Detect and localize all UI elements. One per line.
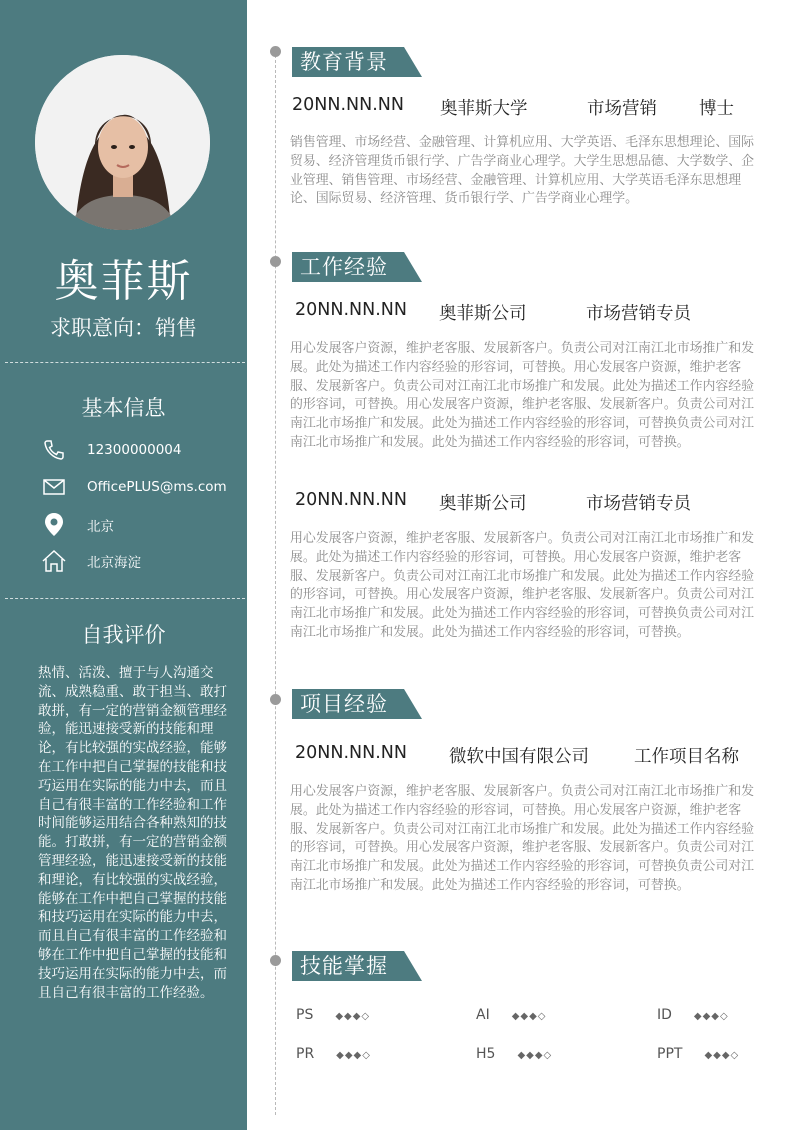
skill-name: ID: [657, 1007, 672, 1023]
skill-level: ◆◆◆◇: [517, 1050, 553, 1061]
skill-name: H5: [476, 1046, 496, 1062]
project-desc: 用心发展客户资源，维护老客服、发展新客户。负责公司对江南江北市场推广和发展。此处为描述工作内容经验的形容词，可替换。用心发展客户资源，维护老客服、发展新客户。负责公司对江南江北市场推广和发展。此处为描述工作内容经验的形容词，可替换。用心发展客户资源，维护老客服、发展新客户。负责公司对江南江北市场推广和发展。此处为描述工作内容经验的形容词，可替换负责公司对江南江北市场推广和发展。此处为描述工作内容经验的形容词，可替换。: [290, 784, 755, 893]
education-entry-header: [292, 95, 772, 119]
timeline-dot: [270, 256, 281, 267]
skill-level: ◆◆◆◇: [336, 1050, 371, 1061]
job-intent: 求职意向：销售: [50, 316, 197, 340]
skill-item: [657, 1007, 729, 1023]
timeline-dot: [270, 955, 281, 966]
degree: 博士: [699, 99, 734, 119]
skill-item: [476, 1046, 552, 1062]
major: 市场营销: [587, 99, 657, 119]
position: 市场营销专员: [586, 494, 691, 514]
skill-name: PS: [296, 1007, 314, 1023]
address-text: 北京海淀: [87, 555, 141, 571]
divider: [5, 362, 245, 363]
company-name: 奥菲斯公司: [439, 494, 527, 514]
skill-item: [296, 1046, 371, 1062]
skill-name: AI: [476, 1007, 490, 1023]
phone-icon: [40, 436, 68, 464]
sidebar: [0, 0, 247, 1130]
avatar: [35, 55, 210, 230]
address-row: [40, 546, 141, 576]
basic-info-title: 基本信息: [81, 396, 166, 420]
skill-item: [657, 1046, 739, 1062]
education-date: 20NN.NN.NN: [292, 95, 404, 115]
education-desc: 销售管理、市场经营、金融管理、计算机应用、大学英语、毛泽东思想理论、国际贸易、经济管理货币银行学、广告学商业心理学。大学生思想品德、大学数学、企业管理、销售管理、市场经营、金融管理、计算机应用、大学英语毛泽东思想理论、国际贸易、经济管理、货币银行学、广告学商业心理学。: [290, 135, 755, 207]
work-desc: 用心发展客户资源，维护老客服、发展新客户。负责公司对江南江北市场推广和发展。此处为描述工作内容经验的形容词，可替换。用心发展客户资源，维护老客服、发展新客户。负责公司对江南江北市场推广和发展。此处为描述工作内容经验的形容词，可替换。用心发展客户资源，维护老客服、发展新客户。负责公司对江南江北市场推广和发展。此处为描述工作内容经验的形容词，可替换负责公司对江南江北市场推广和发展。此处为描述工作内容经验的形容词，可替换。: [290, 341, 755, 450]
project-date: 20NN.NN.NN: [295, 743, 407, 763]
phone-text: 12300000004: [87, 442, 182, 458]
education-title: 教育背景: [300, 50, 388, 74]
skill-level: ◆◆◆◇: [335, 1011, 371, 1022]
skill-level: ◆◆◆◇: [693, 1011, 729, 1022]
project-company: 微软中国有限公司: [449, 747, 589, 767]
email-text: OfficePLUS@ms.com: [87, 479, 227, 495]
skill-name: PR: [296, 1046, 315, 1062]
work-entry-header: [292, 490, 772, 514]
self-eval-text: 热情、活泼、擅于与人沟通交流、成熟稳重、敢于担当、敢打敢拼，有一定的营销金额管理经验，能迅速接受新的技能和理论，有比较强的实战经验，能够在工作中把自己掌握的技能和技巧运用在实际的能力中去，而且自己有很丰富的工作经验和工作时间能够运用结合各种熟知的技能。打敢拼，有一定的营销金额管理经验，能迅速接受新的技能和理论，有比较强的实战经验，能够在工作中把自己掌握的技能和技巧运用在实际的能力中去，而且自己有很丰富的工作经验和够在工作中把自己掌握的技能和技巧运用在实际的能力中去，而且自己有很丰富的工作经验。: [38, 665, 227, 1001]
email-row: [40, 472, 227, 502]
home-icon: [40, 547, 68, 575]
skill-item: [476, 1007, 546, 1023]
city-row: [40, 510, 114, 540]
phone-row: [40, 435, 182, 465]
skill-item: [296, 1007, 370, 1023]
divider: [5, 598, 245, 599]
position: 市场营销专员: [586, 304, 691, 324]
company-name: 奥菲斯公司: [439, 304, 527, 324]
project-entry-header: [292, 743, 772, 767]
skill-level: ◆◆◆◇: [704, 1050, 740, 1061]
work-date: 20NN.NN.NN: [295, 300, 407, 320]
skill-level: ◆◆◆◇: [511, 1011, 547, 1022]
project-name: 工作项目名称: [634, 747, 739, 767]
skills-title: 技能掌握: [300, 954, 388, 978]
city-text: 北京: [87, 519, 114, 535]
mail-icon: [40, 473, 68, 501]
skill-name: PPT: [657, 1046, 683, 1062]
work-title: 工作经验: [300, 255, 388, 279]
timeline-dot: [270, 46, 281, 57]
work-desc: 用心发展客户资源，维护老客服、发展新客户。负责公司对江南江北市场推广和发展。此处为描述工作内容经验的形容词，可替换。用心发展客户资源，维护老客服、发展新客户。负责公司对江南江北市场推广和发展。此处为描述工作内容经验的形容词，可替换。用心发展客户资源，维护老客服、发展新客户。负责公司对江南江北市场推广和发展。此处为描述工作内容经验的形容词，可替换负责公司对江南江北市场推广和发展。此处为描述工作内容经验的形容词，可替换。: [290, 531, 755, 640]
candidate-name: 奥菲斯: [54, 256, 193, 307]
self-eval-title: 自我评价: [81, 623, 166, 647]
timeline-dot: [270, 694, 281, 705]
avatar-photo: [35, 55, 210, 230]
school-name: 奥菲斯大学: [440, 99, 528, 119]
work-date: 20NN.NN.NN: [295, 490, 407, 510]
work-entry-header: [292, 300, 772, 324]
location-pin-icon: [40, 511, 68, 539]
project-title: 项目经验: [300, 692, 388, 716]
